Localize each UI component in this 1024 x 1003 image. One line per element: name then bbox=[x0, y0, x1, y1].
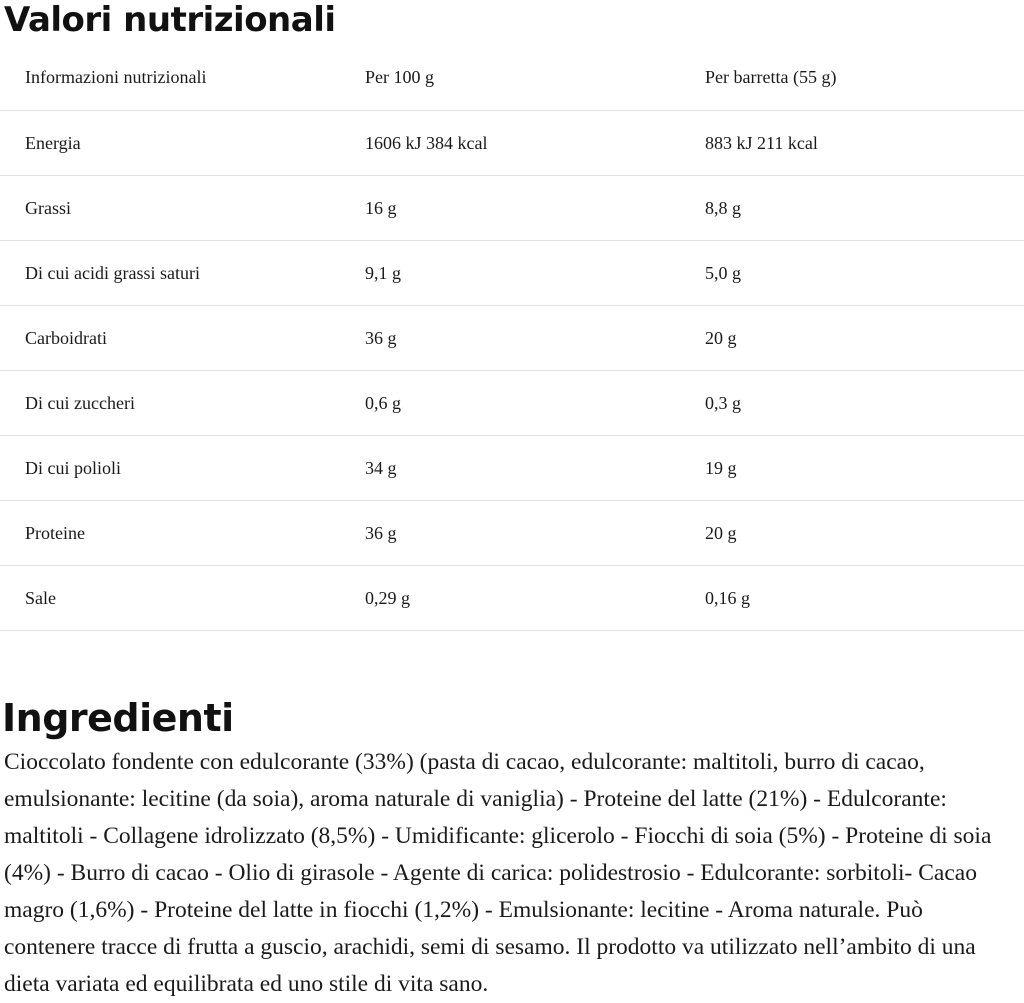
table-row bbox=[0, 111, 1024, 176]
nutrient-name: Di cui polioli bbox=[0, 436, 340, 501]
value-per-100g: 36 g bbox=[340, 501, 680, 566]
nutrient-name: Energia bbox=[0, 111, 340, 176]
nutrition-table bbox=[0, 44, 1024, 631]
column-header-nutrient: Informazioni nutrizionali bbox=[0, 44, 340, 111]
nutrient-name: Sale bbox=[0, 566, 340, 631]
value-per-bar: 20 g bbox=[680, 306, 1024, 371]
table-row bbox=[0, 176, 1024, 241]
column-header-per-bar: Per barretta (55 g) bbox=[680, 44, 1024, 111]
value-per-bar: 5,0 g bbox=[680, 241, 1024, 306]
table-row bbox=[0, 436, 1024, 501]
value-per-bar: 19 g bbox=[680, 436, 1024, 501]
value-per-100g: 34 g bbox=[340, 436, 680, 501]
nutrient-name: Di cui zuccheri bbox=[0, 371, 340, 436]
value-per-100g: 16 g bbox=[340, 176, 680, 241]
value-per-100g: 9,1 g bbox=[340, 241, 680, 306]
nutrient-name: Proteine bbox=[0, 501, 340, 566]
ingredients-text: Cioccolato fondente con edulcorante (33%) (pasta di cacao, edulcorante: maltitoli, burro di cacao, emulsionante: lecitine (da soia), aroma naturale di vaniglia) - Proteine del latte (21%) - Edulcorante: maltitoli - Collagene idrolizzato (8,5%) - Umidificante: glicerolo - Fiocchi di soia (5%) - Proteine di soia (4%) - Burro di cacao - Olio di girasole - Agente di carica: polidestrosio - Edulcorante: sorbitoli- Cacao magro (1,6%) - Proteine del latte in fiocchi (1,2%) - Emulsionante: lecitine - Aroma naturale. Può contenere tracce di frutta a guscio, arachidi, semi di sesamo. Il prodotto va utilizzato nell’ambito di una dieta variata ed equilibrata ed uno stile di vita sano. bbox=[4, 749, 992, 997]
table-row bbox=[0, 501, 1024, 566]
value-per-100g: 0,29 g bbox=[340, 566, 680, 631]
value-per-bar: 8,8 g bbox=[680, 176, 1024, 241]
value-per-bar: 883 kJ 211 kcal bbox=[680, 111, 1024, 176]
nutrition-title: Valori nutrizionali bbox=[4, 0, 336, 40]
value-per-bar: 20 g bbox=[680, 501, 1024, 566]
table-row bbox=[0, 371, 1024, 436]
table-row bbox=[0, 241, 1024, 306]
value-per-100g: 0,6 g bbox=[340, 371, 680, 436]
ingredients-title: Ingredienti bbox=[2, 696, 234, 740]
value-per-bar: 0,16 g bbox=[680, 566, 1024, 631]
nutrient-name: Carboidrati bbox=[0, 306, 340, 371]
table-row bbox=[0, 566, 1024, 631]
nutrient-name: Grassi bbox=[0, 176, 340, 241]
value-per-bar: 0,3 g bbox=[680, 371, 1024, 436]
value-per-100g: 1606 kJ 384 kcal bbox=[340, 111, 680, 176]
nutrient-name: Di cui acidi grassi saturi bbox=[0, 241, 340, 306]
column-header-per-100g: Per 100 g bbox=[340, 44, 680, 111]
table-row bbox=[0, 306, 1024, 371]
value-per-100g: 36 g bbox=[340, 306, 680, 371]
table-header-row bbox=[0, 44, 1024, 111]
